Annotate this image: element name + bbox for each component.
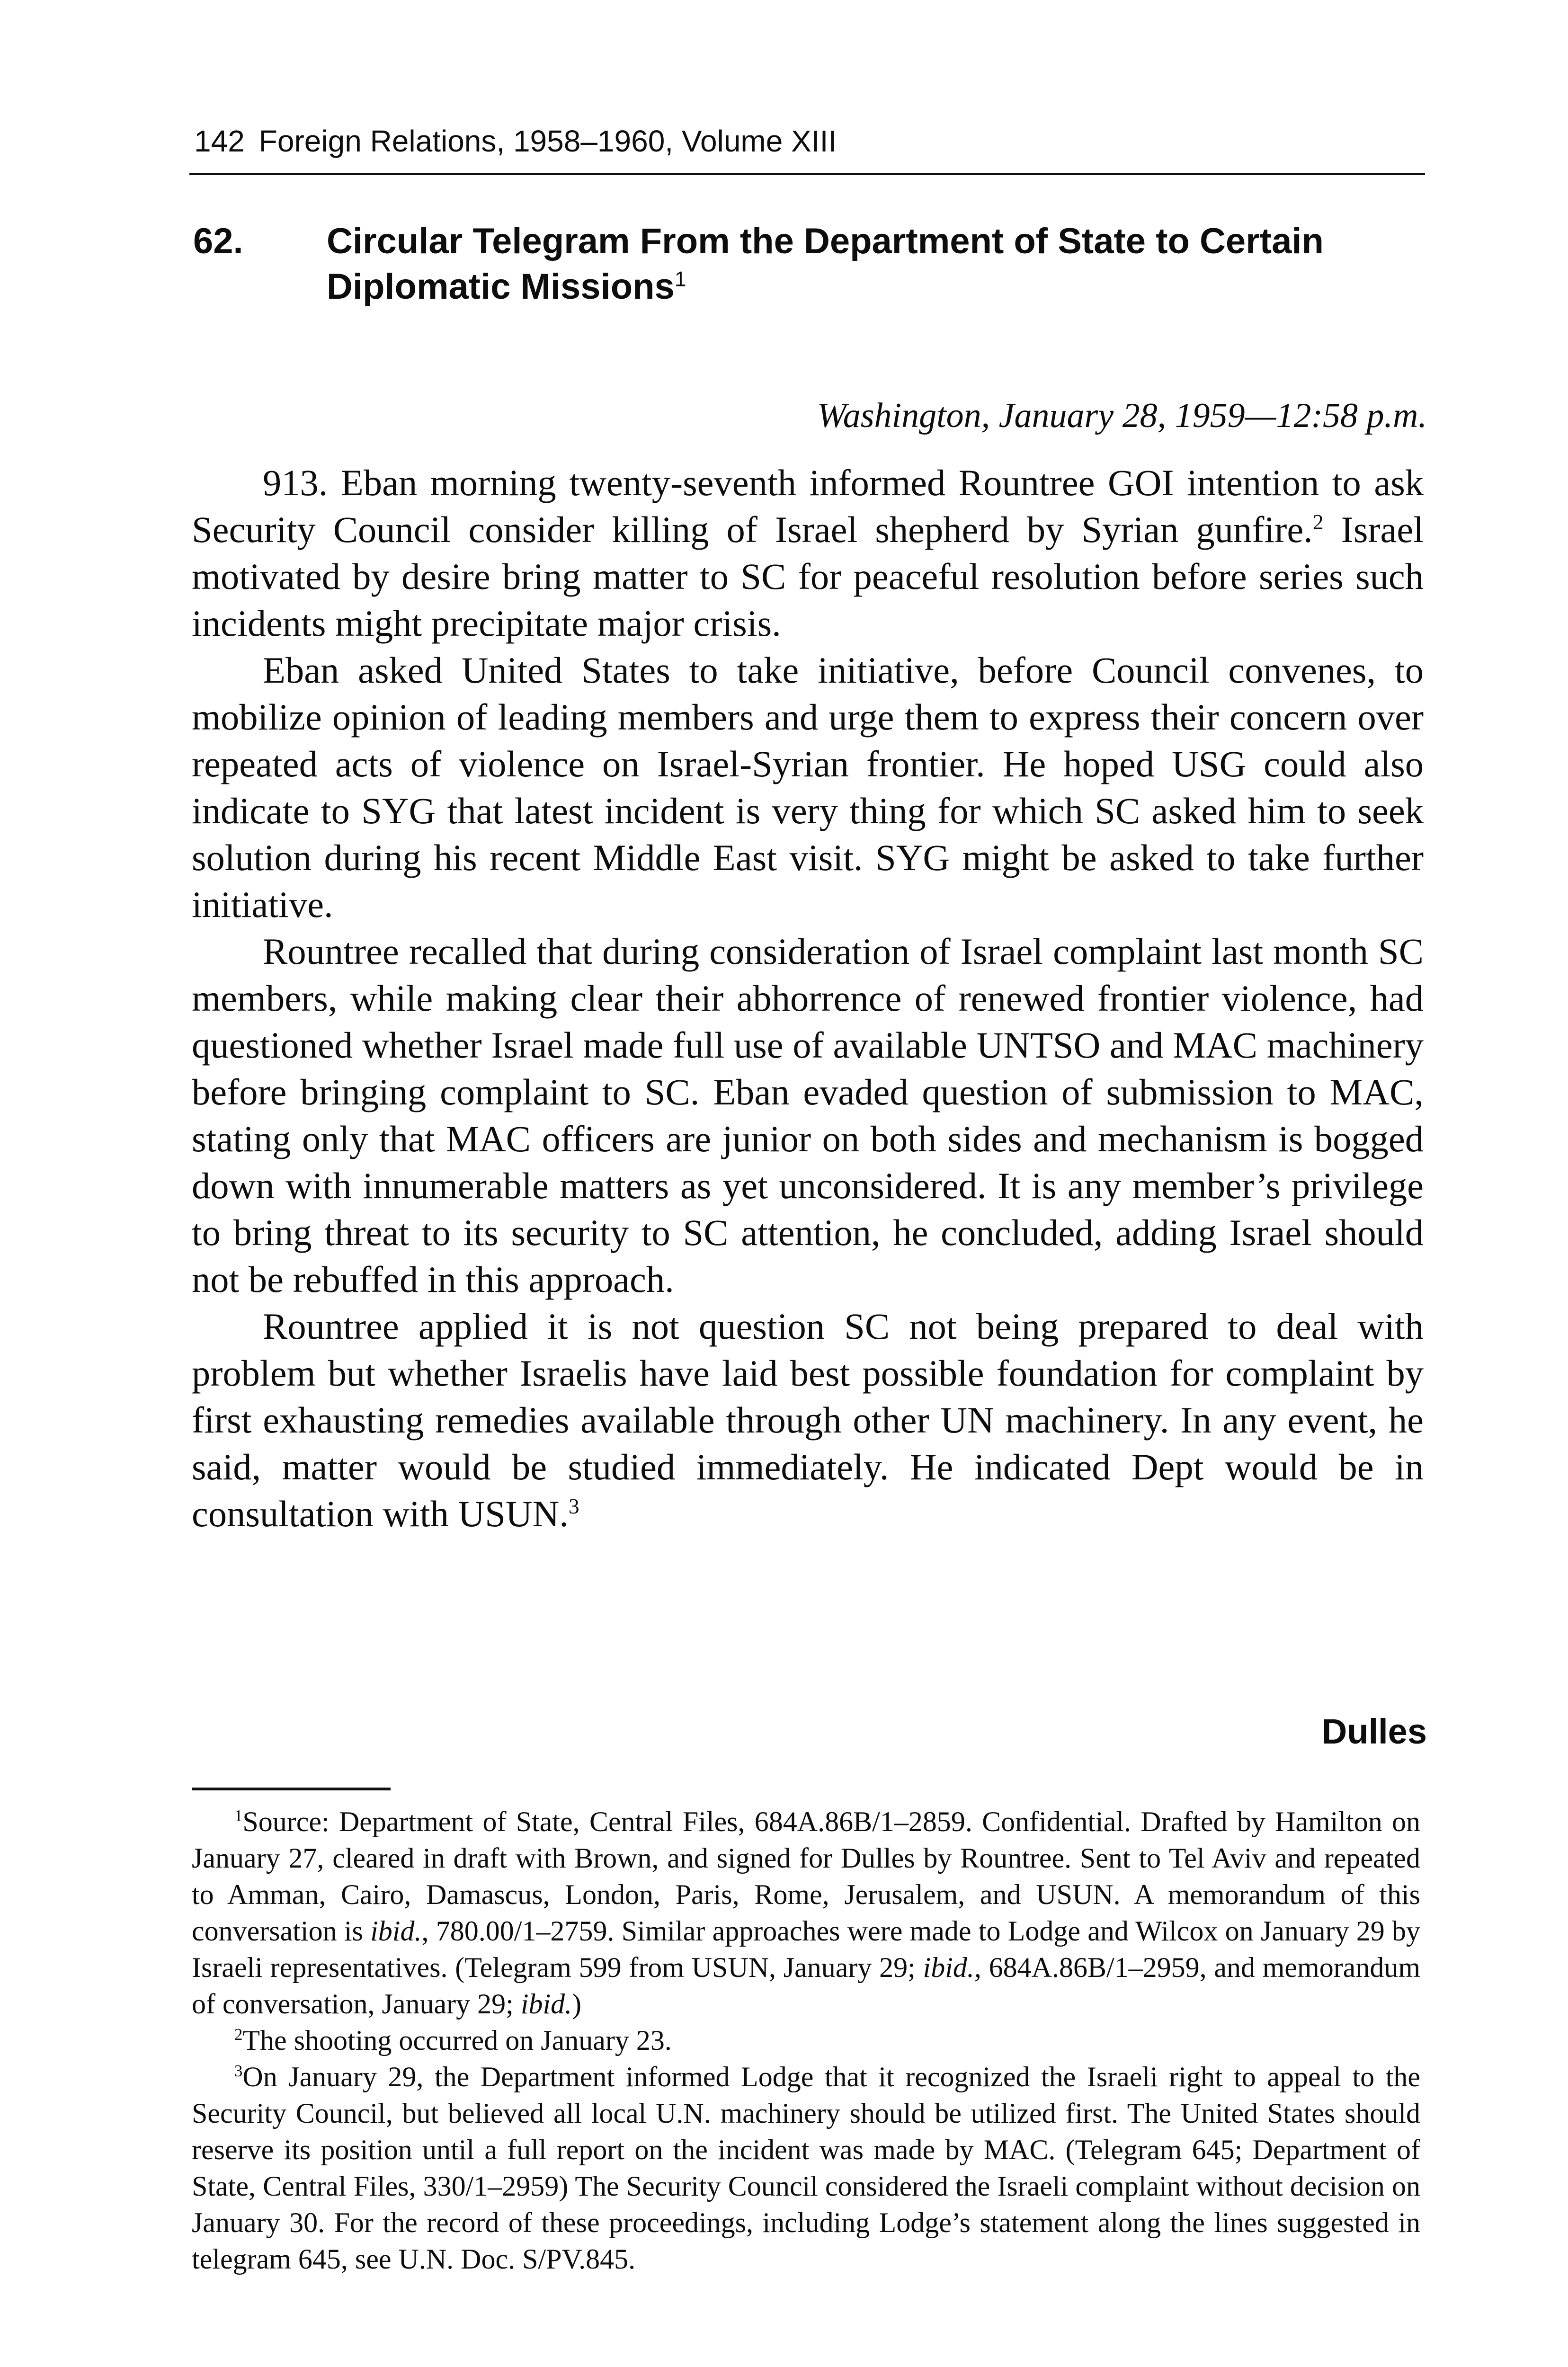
paragraph-1 (192, 459, 1424, 647)
footnote-1 (192, 1804, 1420, 2022)
paragraph-2: Eban asked United States to take initiative, before Council convenes, to mobilize opinion of leading members and urge them to express their concern over repeated acts of violence on Israel-Syrian frontier. He hoped USG could also indicate to SYG that latest incident is very thing for which SC asked him to seek solution during his recent Middle East visit. SYG might be asked to take further initiative. (192, 650, 1424, 925)
document-title (327, 219, 1425, 310)
footnote-2-mark: 2 (234, 2025, 243, 2044)
footnote-ref-2: 2 (1312, 509, 1324, 534)
running-head (194, 122, 1425, 160)
footnote-1-ibid-3: ibid. (520, 1988, 572, 2020)
footnote-2 (192, 2022, 1420, 2059)
footnote-3 (192, 2059, 1420, 2278)
paragraph-1-text-a: 913. Eban morning twenty-seventh informed Rountree GOI intention to ask Security Council consider killing of Israel shepherd by Syrian gunfire. (192, 462, 1424, 550)
footnote-1-text-d: ) (572, 1988, 582, 2020)
document-number: 62. (193, 221, 243, 261)
paragraph-4-text: Rountree applied it is not question SC not being prepared to deal with problem but whether Israelis have laid best possible foundation for complaint by first exhausting remedies available through other UN machinery. In any event, he said, matter would be studied immediately. He indicated Dept would be in consultation with USUN. (192, 1306, 1424, 1534)
footnote-1-text-b: , 780.00/1–2759. Similar approaches were made to Lodge and Wilcox on January 29 by Israeli representatives. (Telegram 599 from USUN, January 29; (192, 1915, 1420, 1983)
signature: Dulles (1321, 1712, 1427, 1751)
footnote-2-text: The shooting occurred on January 23. (242, 2025, 672, 2056)
telegram-body (192, 459, 1424, 1537)
footnotes (192, 1804, 1420, 2278)
document-title-text: Circular Telegram From the Department of State to Certain Diplomatic Missions (327, 221, 1324, 307)
footnote-ref-3: 3 (568, 1494, 579, 1518)
footnote-1-text-c: , 684A.86B/1–2959, and memorandum of conversation, January 29; (192, 1952, 1420, 2020)
footnote-ref-1: 1 (674, 267, 686, 291)
footnote-1-ibid-2: ibid. (923, 1952, 974, 1983)
dateline: Washington, January 28, 1959—12:58 p.m. (817, 396, 1427, 435)
page-number: 142 (194, 124, 245, 158)
running-title: Foreign Relations, 1958–1960, Volume XIII (258, 124, 837, 158)
footnote-1-ibid-1: ibid. (370, 1915, 422, 1947)
footnote-1-mark: 1 (234, 1806, 243, 1825)
footnote-1-text-a: Source: Department of State, Central Files, 684A.86B/1–2859. Confidential. Drafted by Hamilton on January 27, cleared in draft with Brown, and signed for Dulles by Rountree. Sent to Tel Aviv and repeated to Amman, Cairo, Damascus, London, Paris, Rome, Jerusalem, and USUN. A memorandum of this conversation is (192, 1806, 1420, 1947)
paragraph-1-text-b: Israel motivated by desire bring matter to SC for peaceful resolution before series such incidents might precipitate major crisis. (192, 509, 1424, 644)
footnote-3-mark: 3 (234, 2062, 243, 2080)
paragraph-3: Rountree recalled that during consideration of Israel complaint last month SC members, while making clear their abhorrence of renewed frontier violence, had questioned whether Israel made full use of available UNTSO and MAC machinery before bringing complaint to SC. Eban evaded question of submission to MAC, stating only that MAC officers are junior on both sides and mechanism is bogged down with innumerable matters as yet unconsidered. It is any member’s privilege to bring threat to its security to SC attention, he concluded, adding Israel should not be rebuffed in this approach. (192, 931, 1424, 1300)
footnote-3-text: On January 29, the Department informed Lodge that it recognized the Israeli right to appeal to the Security Council, but believed all local U.N. machinery should be utilized first. The United States should reserve its position until a full report on the incident was made by MAC. (Telegram 645; Department of State, Central Files, 330/1–2959) The Security Council considered the Israeli complaint without decision on January 30. For the record of these proceedings, including Lodge’s statement along the lines suggested in telegram 645, see U.N. Doc. S/PV.845. (192, 2061, 1420, 2275)
paragraph-4 (192, 1303, 1424, 1537)
footnote-rule (192, 1788, 391, 1790)
header-rule (189, 173, 1425, 175)
